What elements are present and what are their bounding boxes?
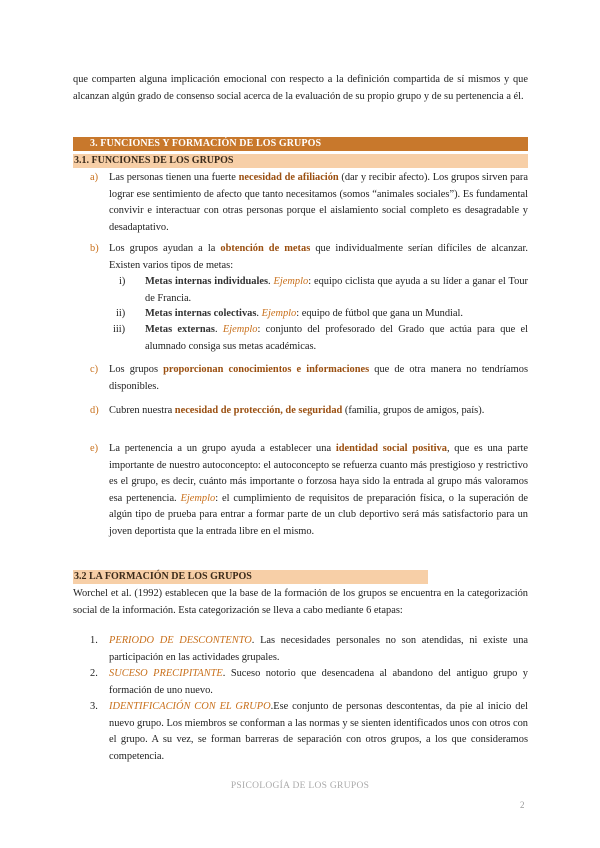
item-e-bold: identidad social positiva <box>335 443 447 454</box>
goal-2-num: ii) <box>116 308 126 319</box>
step-2-text <box>109 666 528 699</box>
step-1-num: 1. <box>90 635 98 646</box>
item-d-bold: necesidad de protección, de seguridad <box>174 405 343 416</box>
goal-3-text <box>145 322 528 355</box>
step-1-title: PERIODO DE DESCONTENTO <box>109 635 252 646</box>
item-d-text <box>109 403 528 420</box>
section-title: 3. FUNCIONES Y FORMACIÓN DE LOS GRUPOS <box>90 138 322 149</box>
goal-3-bold: Metas externas <box>145 324 215 335</box>
item-c-text <box>109 362 528 395</box>
item-e-example: Ejemplo <box>180 492 216 504</box>
item-b-part1: Los grupos ayudan a la <box>109 243 221 254</box>
step-1-desc: . Las necesidades personales no son atendidas, ni existe una participación en las actividades grupales. <box>109 635 529 663</box>
item-a-label: a) <box>90 172 99 183</box>
item-e-part1: La pertenencia a un grupo ayuda a establecer una <box>109 443 336 454</box>
goal-1-example: Ejemplo <box>273 276 309 287</box>
worchel-paragraph: Worchel et al. (1992) establecen que la base de la formación de los grupos se encuentra en la categorización social de la información. Esta categorización se lleva a cabo mediante 6 etapas: <box>73 588 528 616</box>
goal-2-text <box>145 306 528 323</box>
step-3-title: IDENTIFICACIÓN CON EL GRUPO <box>109 701 271 712</box>
item-b-label: b) <box>90 243 99 254</box>
item-d-part1: Cubren nuestra <box>109 405 175 416</box>
goal-1-bold: Metas internas individuales <box>145 276 269 287</box>
item-e-text <box>109 441 528 540</box>
goal-2-example: Ejemplo <box>261 308 297 319</box>
goal-2-bold: Metas internas colectivas <box>145 308 257 319</box>
step-2-num: 2. <box>90 668 98 679</box>
item-b-text <box>109 241 528 274</box>
goal-3-example: Ejemplo <box>222 324 258 335</box>
subsection-title-3-2: 3.2 LA FORMACIÓN DE LOS GRUPOS <box>74 571 252 582</box>
item-a-part2: (dar y recibir afecto). Los grupos sirven para lograr ese sentimiento de afecto que tanto necesitamos (somos “animales sociales”). Es fundamental convivir e interactuar con otras personas porque el aislamiento social completo es desagradable y desadaptativo. <box>109 172 529 233</box>
item-d-label: d) <box>90 405 99 416</box>
goal-1-desc: : equipo ciclista que ayuda a su líder a ganar el Tour de Francia. <box>145 276 529 304</box>
page-footer: PSICOLOGÍA DE LOS GRUPOS <box>230 781 370 791</box>
item-a-text <box>109 170 528 236</box>
step-3-text <box>109 699 528 765</box>
step-2-desc: . Suceso notorio que desencadena al abandono del antiguo grupo y formación de uno nuevo. <box>109 668 528 696</box>
item-c-part1: Los grupos <box>109 364 164 375</box>
step-2-title: SUCESO PRECIPITANTE <box>109 668 223 679</box>
step-3-desc: .Ese conjunto de personas descontentas, da pie al inicio del nuevo grupo. Los miembros se conforman a las normas y se sienten identificados unos con otros con el grupo. A su vez, se forman barreras de separación con otros grupos, a los que consideramos competencia. <box>109 701 528 762</box>
item-c-part2: que de otra manera no tendríamos disponibles. <box>109 364 528 392</box>
subsection-title-3-1: 3.1. FUNCIONES DE LOS GRUPOS <box>74 155 234 166</box>
goal-2-sep: . <box>256 308 262 319</box>
item-b-bold: obtención de metas <box>220 243 311 254</box>
item-e-part2: , que es una parte importante de nuestro autoconcepto: el autoconcepto se refuerza cuanto más prestigioso y restrictivo es el grupo, es decir, cuánto más importante o forzosa haya sido la entrada al grupo más valoramos esa pertenencia. <box>109 443 528 504</box>
item-b-part2: que individualmente serían difíciles de alcanzar. Existen varios tipos de metas: <box>109 243 528 271</box>
goal-3-desc: : conjunto del profesorado del Grado que actúa para que el alumnado consiga sus metas académicas. <box>145 324 528 352</box>
step-3-num: 3. <box>90 701 98 712</box>
goal-2-desc: : equipo de fútbol que gana un Mundial. <box>296 308 464 319</box>
item-a-part1: Las personas tienen una fuerte <box>109 172 239 183</box>
item-a-bold: necesidad de afiliación <box>238 172 339 183</box>
page-number: 2 <box>520 800 525 810</box>
goal-3-sep: . <box>214 324 223 335</box>
item-d-part2: (familia, grupos de amigos, país). <box>342 405 485 416</box>
item-c-bold: proporcionan conocimientos e informaciones <box>163 364 370 375</box>
goal-3-num: iii) <box>113 324 126 335</box>
item-e-label: e) <box>90 443 99 454</box>
goal-1-num: i) <box>119 276 126 287</box>
item-e-part3: : el cumplimiento de requisitos de preparación física, o la superación de algún tipo de prueba para entrar a formar parte de un club deportivo será más satisfactorio para un joven deportista que la entrada libre en el mismo. <box>109 492 528 537</box>
goal-1-sep: . <box>268 276 274 287</box>
step-1-text <box>109 633 528 666</box>
intro-paragraph: que comparten alguna implicación emocional con respecto a la definición compartida de sí mismos y que alcanzan algún grado de consenso social acerca de la evaluación de su propio grupo y de su pertenencia a él. <box>73 74 528 102</box>
goal-1-text <box>145 274 528 307</box>
item-c-label: c) <box>90 364 99 375</box>
